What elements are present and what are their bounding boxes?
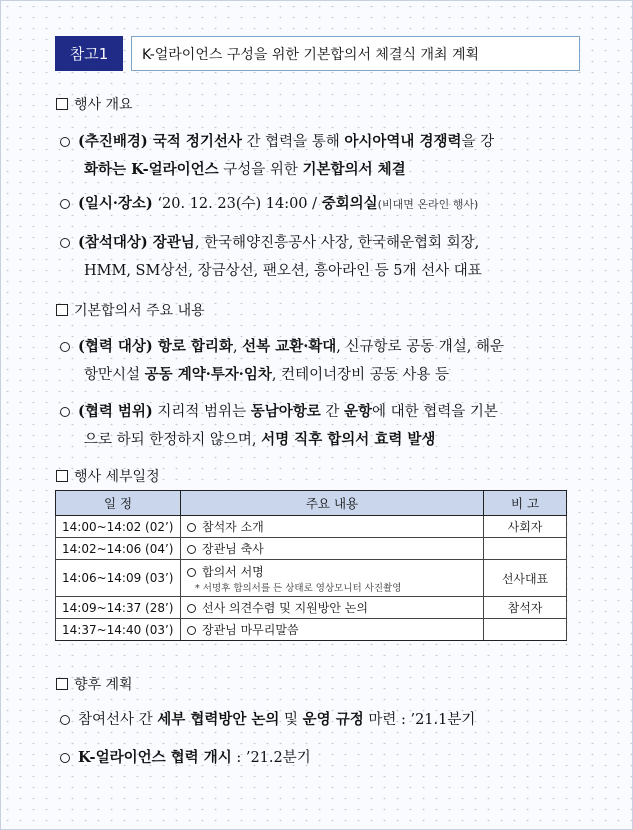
circle-bullet-icon — [187, 545, 196, 554]
time-cell: 14:06~14:09 (03’) — [56, 560, 181, 597]
table-row — [56, 597, 567, 619]
checkbox-square-icon — [56, 304, 68, 316]
content-cell: 장관님 마무리말씀 — [181, 619, 484, 641]
table-row — [56, 619, 567, 641]
list-item-attendees: (참석대상) 장관님, 한국해양진흥공사 사장, 한국해운협회 회장, HMM, SM상선, 장금상선, 팬오션, 흥아라인 등 5개 선사 대표 — [60, 229, 580, 285]
section-event-overview — [56, 94, 133, 114]
list-item-cooperation-scope: (협력 범위) 지리적 범위는 동남아항로 간 운항에 대한 협력을 기본 으로 하되 한정하지 않으며, 서명 직후 합의서 효력 발생 — [60, 398, 580, 454]
checkbox-square-icon — [56, 98, 68, 110]
note-cell — [484, 619, 567, 641]
list-item-plan-2: K-얼라이언스 협력 개시 : ’21.2분기 — [60, 744, 580, 772]
content-cell: 참석자 소개 — [181, 516, 484, 538]
circle-bullet-icon — [187, 523, 196, 532]
time-cell: 14:09~14:37 (28’) — [56, 597, 181, 619]
circle-bullet-icon — [187, 604, 196, 613]
checkbox-square-icon — [56, 678, 68, 690]
reference-tag: 참고1 — [55, 36, 123, 71]
table-row — [56, 560, 567, 597]
circle-bullet-icon — [60, 238, 70, 248]
table-row — [56, 538, 567, 560]
content-subnote: * 서명후 합의서를 든 상태로 영상모니터 사진촬영 — [195, 582, 402, 594]
column-header-time: 일 정 — [56, 491, 181, 516]
section-title: 기본합의서 주요 내용 — [74, 303, 205, 319]
section-title: 행사 개요 — [74, 97, 133, 113]
content-cell: 장관님 축사 — [181, 538, 484, 560]
note-cell: 사회자 — [484, 516, 567, 538]
reference-title: K-얼라이언스 구성을 위한 기본합의서 체결식 개최 계획 — [131, 36, 580, 71]
circle-bullet-icon — [187, 568, 196, 577]
section-future-plan — [56, 674, 133, 694]
circle-bullet-icon — [60, 342, 70, 352]
circle-bullet-icon — [60, 753, 70, 763]
list-item-datetime: (일시·장소) ‘20. 12. 23(수) 14:00 / 중회의실(비대면 온라인 행사) — [60, 190, 580, 219]
section-title: 향후 계획 — [74, 677, 133, 693]
column-header-note: 비 고 — [484, 491, 567, 516]
note-cell: 선사대표 — [484, 560, 567, 597]
section-agreement-content — [56, 300, 205, 320]
circle-bullet-icon — [60, 137, 70, 147]
circle-bullet-icon — [60, 715, 70, 725]
list-item-plan-1: 참여선사 간 세부 협력방안 논의 및 운영 규정 마련 : ’21.1분기 — [60, 706, 580, 734]
note-cell — [484, 538, 567, 560]
checkbox-square-icon — [56, 470, 68, 482]
time-cell: 14:02~14:06 (04’) — [56, 538, 181, 560]
list-item-background: (추진배경) 국적 정기선사 간 협력을 통해 아시아역내 경쟁력을 강 화하는 K-얼라이언스 구성을 위한 기본합의서 체결 — [60, 128, 580, 184]
time-cell: 14:37~14:40 (03’) — [56, 619, 181, 641]
schedule-table — [55, 490, 567, 641]
column-header-content: 주요 내용 — [181, 491, 484, 516]
content-cell: 선사 의견수렴 및 지원방안 논의 — [181, 597, 484, 619]
section-detailed-schedule — [56, 466, 160, 486]
note-cell: 참석자 — [484, 597, 567, 619]
reference-header — [55, 36, 580, 71]
circle-bullet-icon — [60, 407, 70, 417]
circle-bullet-icon — [187, 626, 196, 635]
list-item-cooperation-target: (협력 대상) 항로 합리화, 선복 교환·확대, 신규항로 공동 개설, 해운 항만시설 공동 계약·투자·임차, 컨테이너장비 공동 사용 등 — [60, 333, 580, 389]
time-cell: 14:00~14:02 (02’) — [56, 516, 181, 538]
content-cell: 합의서 서명 * 서명후 합의서를 든 상태로 영상모니터 사진촬영 — [181, 560, 484, 597]
circle-bullet-icon — [60, 199, 70, 209]
section-title: 행사 세부일정 — [74, 469, 160, 485]
table-row — [56, 516, 567, 538]
